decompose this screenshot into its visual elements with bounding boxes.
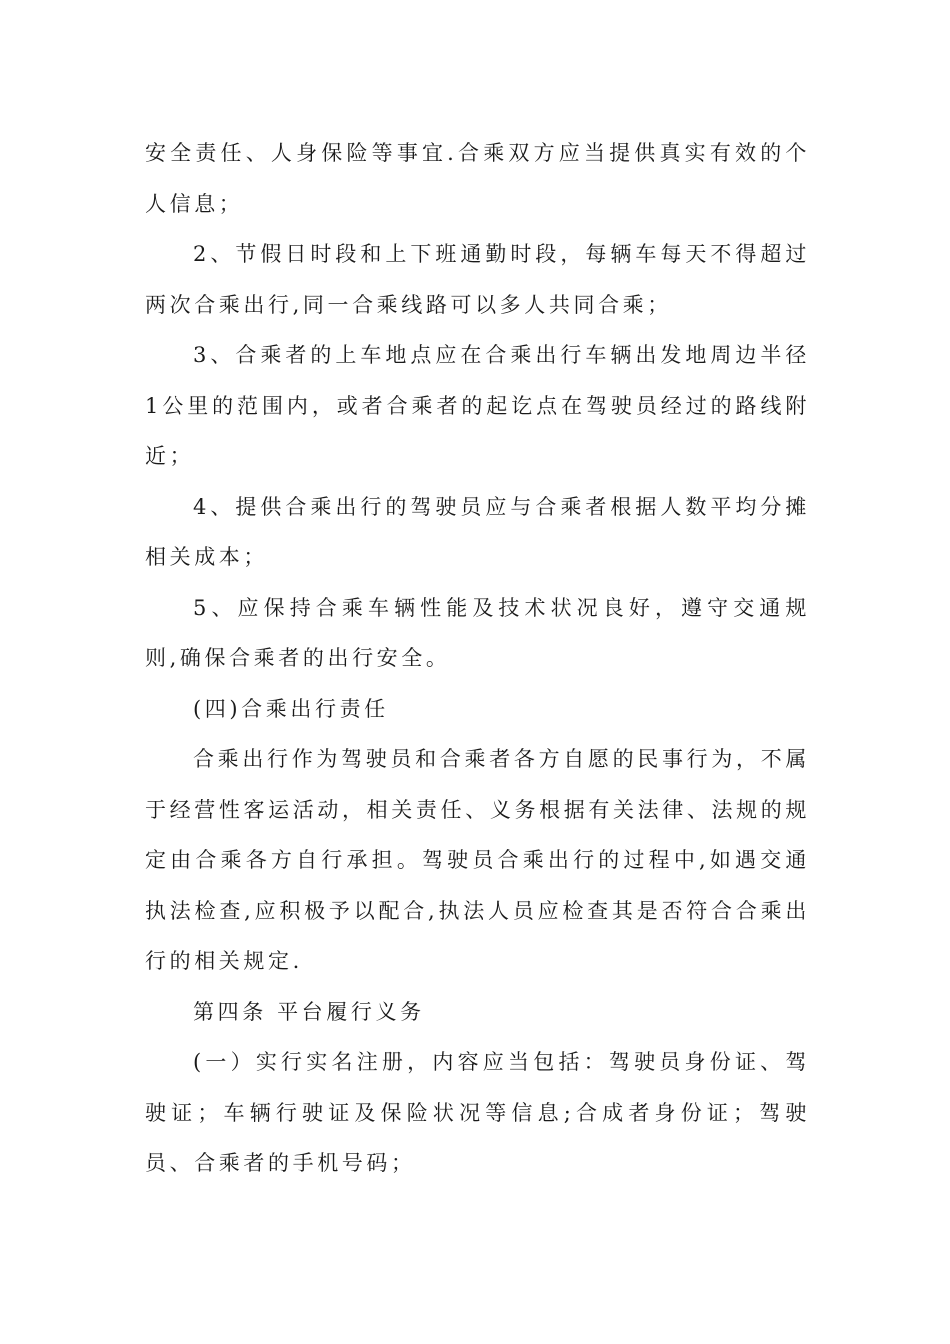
article-heading-4: 第四条 平台履行义务 xyxy=(193,999,425,1024)
section-heading-responsibility: (四)合乘出行责任 xyxy=(193,696,389,721)
paragraph-registration: (一）实行实名注册，内容应当包括：驾驶员身份证、驾驶证；车辆行驶证及保险状况等信息;合成者身份证；驾驶员、合乘者的手机号码； xyxy=(145,1050,810,1175)
paragraph-item-4: 4、提供合乘出行的驾驶员应与合乘者根据人数平均分摊相关成本； xyxy=(145,494,810,569)
paragraph-item-5: 5、应保持合乘车辆性能及技术状况良好，遵守交通规则,确保合乘者的出行安全。 xyxy=(145,595,810,670)
paragraph-responsibility: 合乘出行作为驾驶员和合乘者各方自愿的民事行为，不属于经营性客运活动，相关责任、义务根据有关法律、法规的规定由合乘各方自行承担。驾驶员合乘出行的过程中,如遇交通执法检查,应积极予以配合,执法人员应检查其是否符合合乘出行的相关规定. xyxy=(145,747,810,973)
paragraph-safety-info: 安全责任、人身保险等事宜.合乘双方应当提供真实有效的个人信息； xyxy=(145,141,810,216)
paragraph-item-2: 2、节假日时段和上下班通勤时段，每辆车每天不得超过两次合乘出行,同一合乘线路可以多人共同合乘； xyxy=(145,242,810,317)
paragraph-item-3: 3、合乘者的上车地点应在合乘出行车辆出发地周边半径1公里的范围内，或者合乘者的起讫点在驾驶员经过的路线附近； xyxy=(145,343,810,468)
document-body xyxy=(145,128,810,1189)
